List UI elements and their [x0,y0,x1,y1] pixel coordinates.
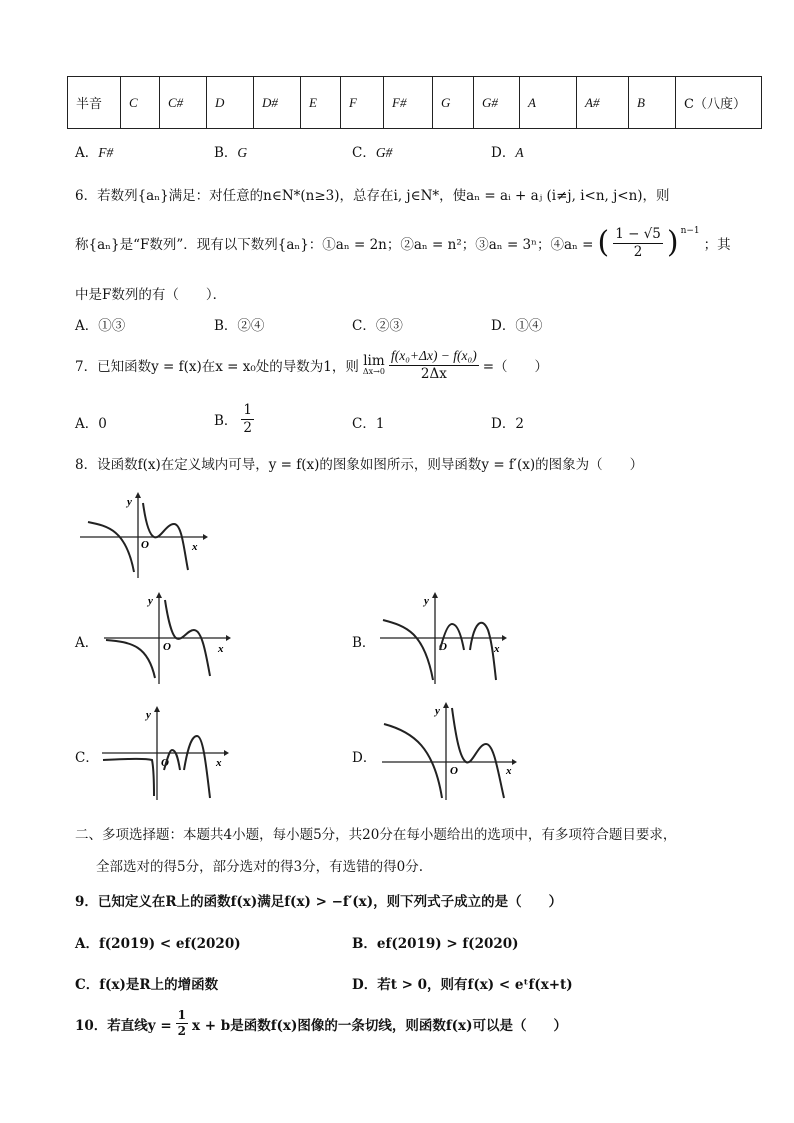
option-text: G [237,145,248,160]
q5-option-b[interactable] [214,141,247,161]
paren-left: ( [597,225,610,261]
q8-main-graph [78,490,208,580]
note-cell: D# [254,77,301,129]
q9-option-c[interactable] [75,973,218,993]
note-cell: E [301,77,341,129]
q10-line [75,1008,567,1039]
q8-option-c-graph[interactable] [100,704,230,802]
option-letter: D． [491,318,516,334]
option-letter: D． [491,416,516,432]
q8-option-d-label[interactable]: D． [352,750,377,766]
x-axis-label: x [192,541,198,553]
q7-frac-num: f(x₀+Δx) − f(x₀) [389,348,479,366]
note-cell: G [433,77,474,129]
y-axis-label: y [146,709,151,721]
note-cell: F [341,77,384,129]
q7-line [75,348,548,383]
lim-sub: Δx→0 [362,367,385,377]
paren-right: ) [666,225,679,261]
q7-option-a[interactable] [75,412,107,432]
q6-line-2-text: 称{aₙ}是“F数列”．现有以下数列{aₙ}：①aₙ = 2n；②aₙ = n²；③aₙ = 3ⁿ；④aₙ = [75,237,594,254]
note-table [67,76,762,129]
q10-frac-den: 2 [177,1024,187,1038]
q6-option-a[interactable] [75,314,125,334]
x-axis-label: x [506,765,512,777]
q8-option-a-label[interactable]: A． [75,635,99,651]
note-table-row [68,77,762,129]
q9-option-d[interactable] [352,973,573,993]
option-text: 2 [515,416,524,432]
q7-limit [362,352,385,377]
option-text: A [515,145,524,160]
option-text: ②④ [237,318,265,334]
option-text: 0 [98,416,107,432]
q6-option-d[interactable] [491,314,542,334]
lim-label: lim [363,352,385,369]
note-cell: C [121,77,160,129]
option-letter: A． [75,145,99,161]
q7-fraction [389,348,479,383]
q6-frac-den: 2 [633,243,643,260]
q6-line-2 [75,226,731,261]
q7-option-c[interactable] [352,412,384,432]
q8-option-a-graph[interactable] [102,590,232,686]
note-cell: A# [577,77,629,129]
option-text: ①④ [515,318,543,334]
q7-frac-den: 2Δx [420,365,447,382]
option-text: f(2019) < ef(2020) [98,936,241,952]
q6-line-2-end: ；其 [703,237,731,254]
q6-fraction [613,226,663,261]
q8-option-c-label[interactable]: C． [75,750,99,766]
section2-line-1: 二、多项选择题：本题共4小题，每小题5分，共20分在每小题给出的选项中，有多项符合题目要求， [75,827,677,843]
origin-label: O [450,765,458,777]
option-letter: A． [75,936,99,952]
option-letter: C． [75,977,100,993]
note-cell: C# [160,77,207,129]
note-cell: D [207,77,254,129]
option-text: ef(2019) > f(2020) [376,936,519,952]
q10-frac-num: 1 [177,1008,187,1022]
note-cell: F# [384,77,433,129]
option-text: 若t > 0，则有f(x) < eᵗf(x+t) [377,977,573,993]
option-text: 1 [375,416,385,432]
q10-fraction [176,1008,188,1039]
frac-num: 1 [243,402,253,418]
q8-option-d-graph[interactable] [380,700,520,802]
option-letter: B． [214,318,238,334]
option-letter: A． [75,318,99,334]
option-letter: D． [491,145,516,161]
origin-label: O [163,641,171,653]
y-axis-label: y [424,595,429,607]
option-fraction [241,402,254,437]
option-letter: B． [214,145,238,161]
option-text: F# [98,145,114,160]
q8-option-b-graph[interactable] [378,590,510,686]
q5-option-d[interactable] [491,141,524,161]
option-letter: B． [214,413,238,430]
q6-line-3: 中是F数列的有（ ）． [75,287,227,303]
note-cell: C（八度） [676,77,762,129]
q9-text: 9．已知定义在R上的函数f(x)满足f(x) > −f′(x)，则下列式子成立的是（ ） [75,894,563,910]
q7-end: =（ ） [482,359,549,376]
option-letter: C． [352,318,376,334]
option-text: f(x)是R上的增函数 [99,977,219,993]
option-letter: B． [352,936,377,952]
section2-line-2: 全部选对的得5分，部分选对的得3分，有选错的得0分. [96,859,424,875]
q10-text-post: x + b是函数f(x)图像的一条切线，则函数f(x)可以是（ ） [192,1017,567,1034]
option-letter: A． [75,416,99,432]
x-axis-label: x [218,643,224,655]
q7-option-d[interactable] [491,412,524,432]
origin-label: O [439,641,447,653]
q7-option-b[interactable] [214,402,254,437]
option-letter: D． [352,977,378,993]
note-cell: A [520,77,577,129]
x-axis-label: x [494,643,500,655]
option-letter: C． [352,145,376,161]
q10-text-pre: 10．若直线y = [75,1017,172,1034]
q9-option-b[interactable] [352,932,519,952]
note-cell: B [629,77,676,129]
y-axis-label: y [127,496,132,508]
q8-text: 8．设函数f(x)在定义域内可导，y = f(x)的图象如图所示，则导函数y = f′(x)的图象为（ ） [75,457,644,473]
q6-line-1: 6．若数列{aₙ}满足：对任意的n∈N*(n≥3)，总存在i, j∈N*，使aₙ = aᵢ + aⱼ (i≠j, i<n, j<n)，则 [75,188,670,204]
note-cell: G# [474,77,520,129]
frac-den: 2 [243,419,253,436]
origin-label: O [141,539,149,551]
x-axis-label: x [216,757,222,769]
option-text: G# [375,145,393,160]
note-cell: 半音 [68,77,121,129]
option-text: ②③ [375,318,403,334]
y-axis-label: y [148,595,153,607]
option-letter: C． [352,416,376,432]
q6-frac-num: 1 − √5 [615,226,661,242]
q7-text: 7．已知函数y = f(x)在x = x₀处的导数为1，则 [75,359,359,376]
q8-option-b-label[interactable]: B． [352,635,376,651]
q6-option-c[interactable] [352,314,403,334]
q5-option-a[interactable] [75,141,113,161]
q5-option-c[interactable] [352,141,392,161]
q6-option-b[interactable] [214,314,264,334]
q6-exponent: n−1 [680,226,700,236]
y-axis-label: y [435,705,440,717]
origin-label: O [161,757,169,769]
q9-option-a[interactable] [75,932,241,952]
option-text: ①③ [98,318,126,334]
